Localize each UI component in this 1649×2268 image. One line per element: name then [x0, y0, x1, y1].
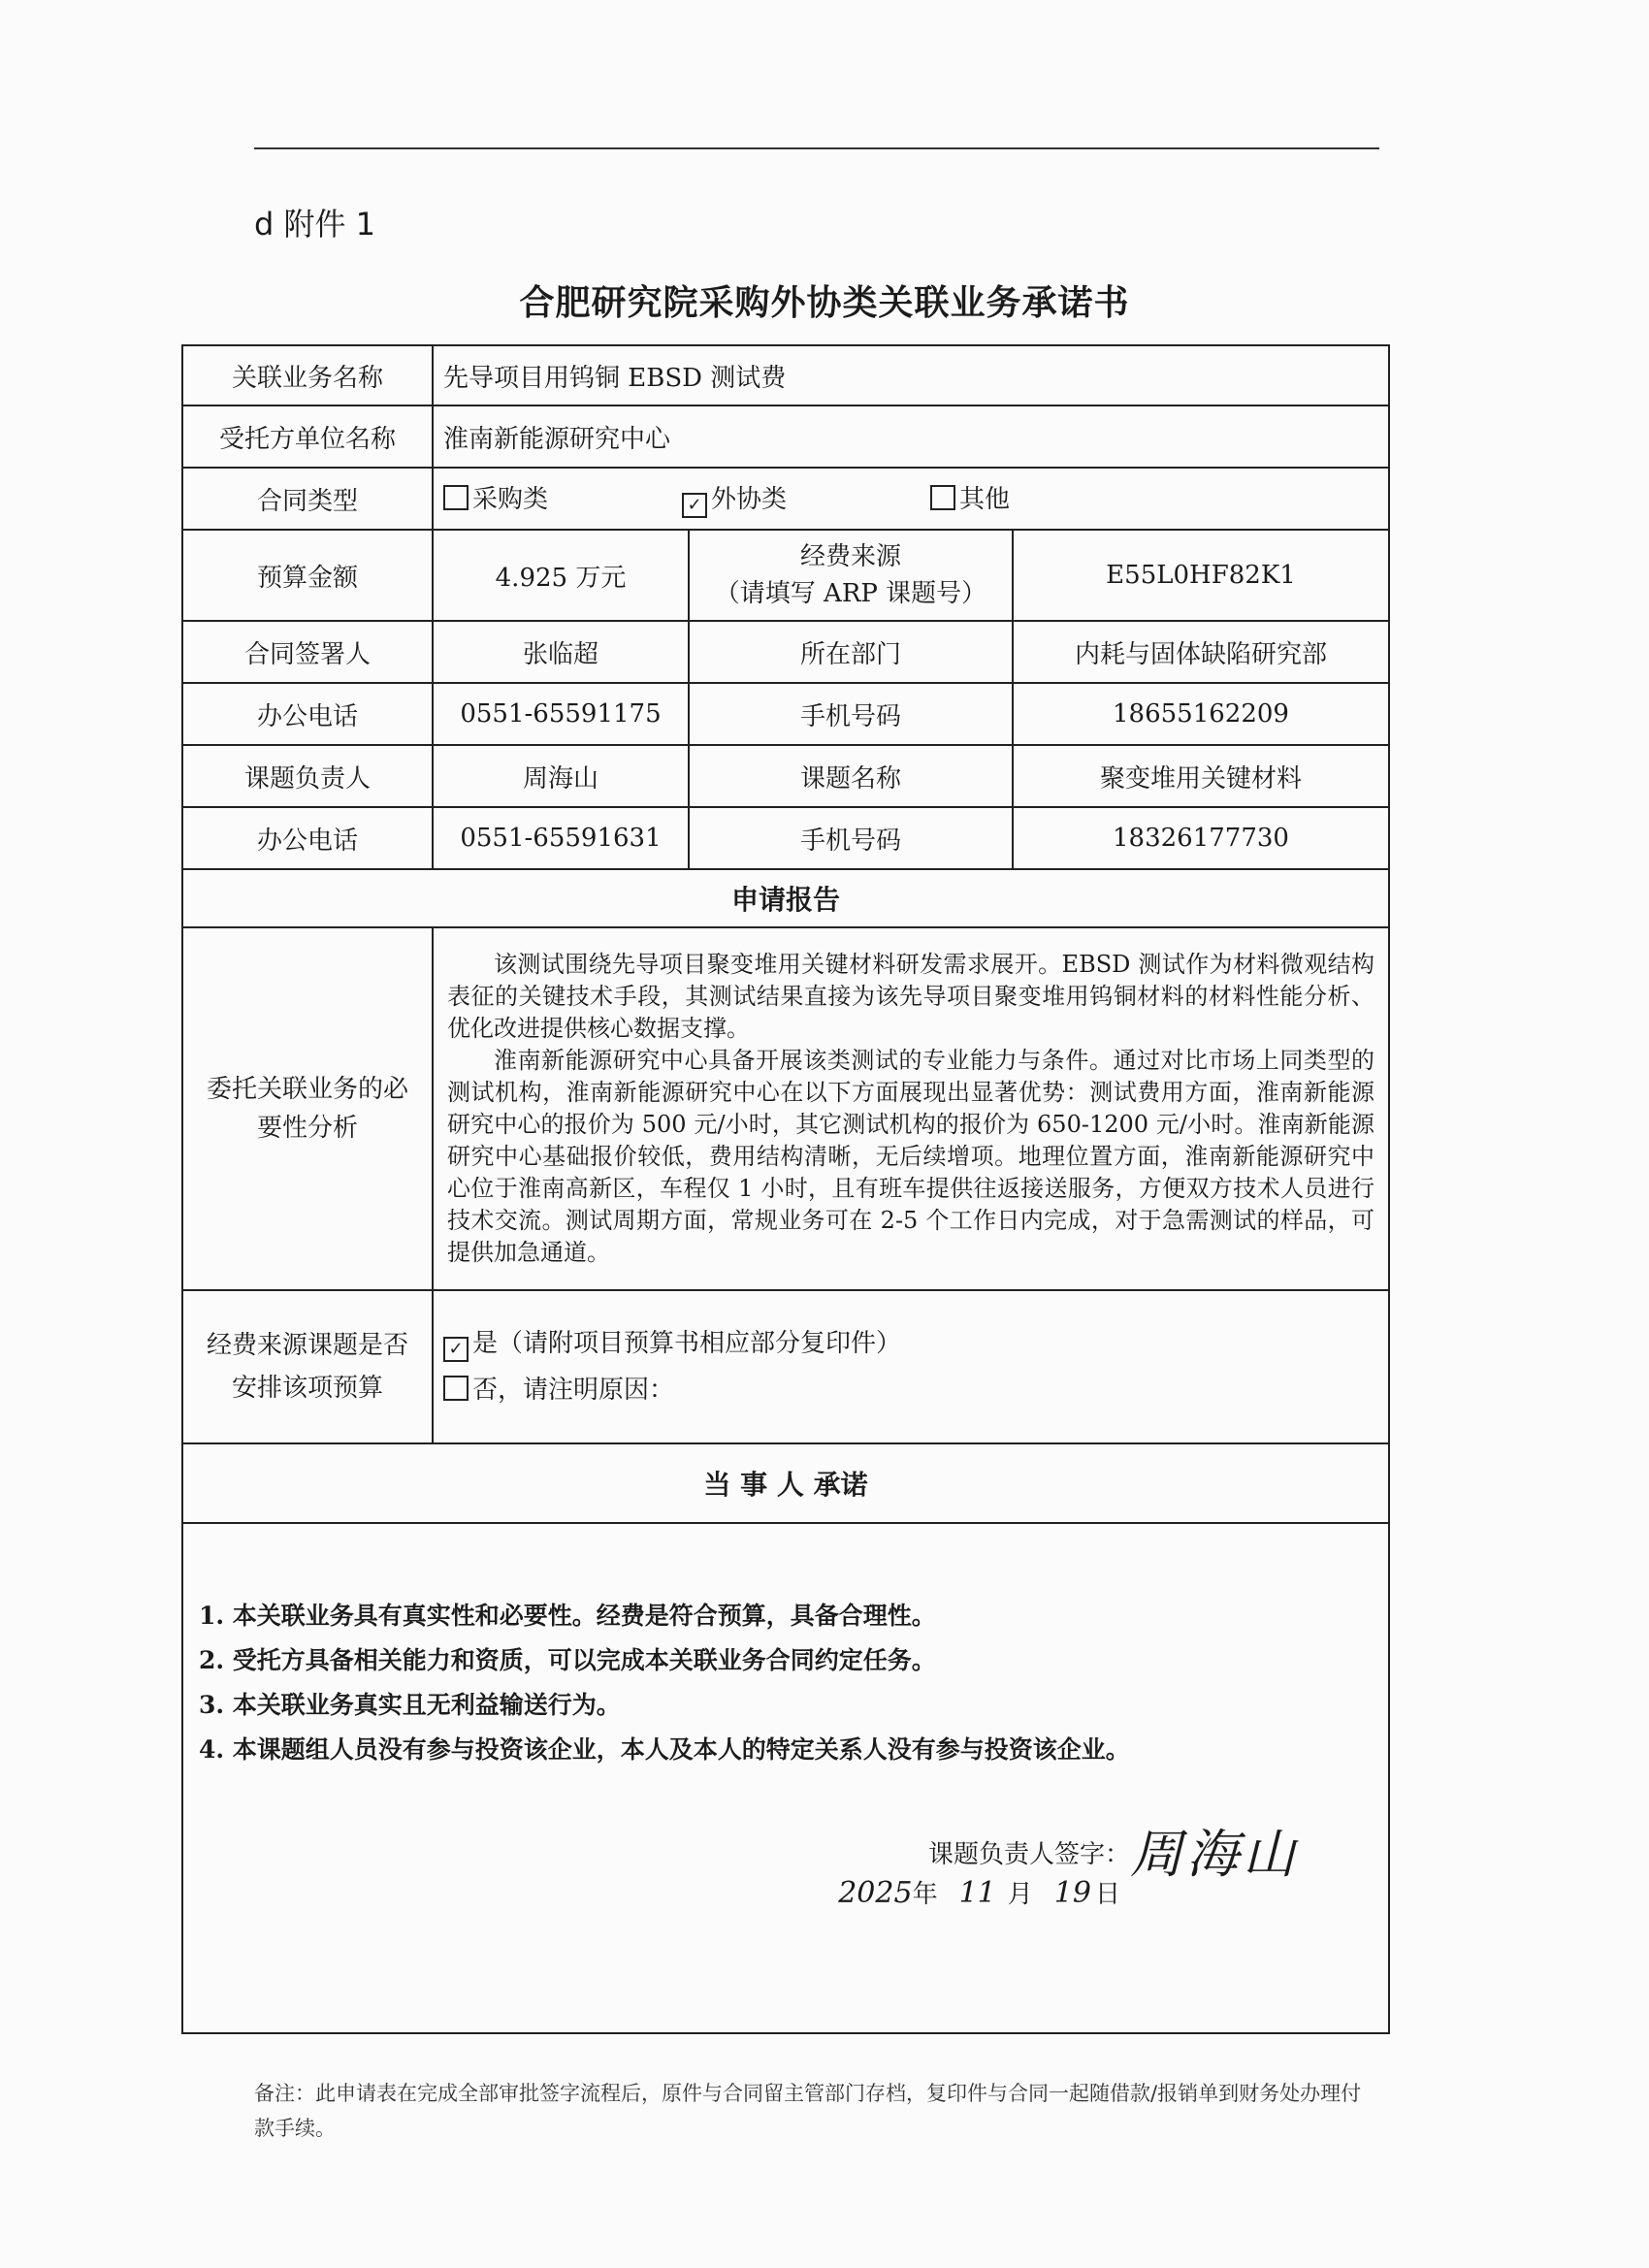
signature-date: 2025年 11 月 19 日	[838, 1876, 1120, 1910]
leader-label: 课题负责人	[182, 745, 433, 807]
leader-office-phone[interactable]: 0551-65591631	[433, 807, 689, 869]
row-application-header	[182, 869, 1389, 927]
signer-mobile[interactable]: 18655162209	[1013, 683, 1389, 745]
row-budget-arranged	[182, 1290, 1389, 1443]
entrusted-unit-label: 受托方单位名称	[182, 405, 433, 468]
signer-office-phone[interactable]: 0551-65591175	[433, 683, 689, 745]
purchase-checkbox[interactable]	[443, 485, 469, 510]
commitment-item: 4. 本课题组人员没有参与投资该企业，本人及本人的特定关系人没有参与投资该企业。	[199, 1735, 1130, 1764]
signature-label: 课题负责人签字：	[927, 1840, 1130, 1869]
budget-value[interactable]: 4.925 万元	[433, 530, 689, 621]
business-name-value[interactable]: 先导项目用钨铜 EBSD 测试费	[433, 345, 1389, 405]
business-name-label: 关联业务名称	[182, 345, 433, 405]
date-year[interactable]: 2025	[838, 1876, 913, 1910]
commitment-item: 3. 本关联业务真实且无利益输送行为。	[199, 1691, 621, 1719]
row-business-name	[182, 345, 1389, 405]
contract-type-purchase[interactable]: 采购类	[443, 479, 682, 515]
department-value[interactable]: 内耗与固体缺陷研究部	[1013, 621, 1389, 683]
row-leader	[182, 745, 1389, 807]
contract-type-label: 合同类型	[182, 468, 433, 530]
fund-source-label-cell	[689, 530, 1013, 621]
necessity-label: 委托关联业务的必要性分析	[182, 927, 433, 1290]
date-day[interactable]: 19	[1053, 1876, 1091, 1910]
row-signer-phone	[182, 683, 1389, 745]
department-label: 所在部门	[689, 621, 1013, 683]
attachment-label: d 附件 1	[254, 206, 376, 243]
date-month[interactable]: 11	[958, 1876, 996, 1910]
entrusted-unit-value[interactable]: 淮南新能源研究中心	[433, 405, 1389, 468]
outsourcing-checkbox[interactable]: ✓	[682, 493, 707, 518]
row-commitment-header	[182, 1443, 1389, 1523]
commitment-form	[181, 344, 1390, 2034]
row-necessity	[182, 927, 1389, 1290]
commitment-list	[199, 1594, 1373, 1772]
leader-value[interactable]: 周海山	[433, 745, 689, 807]
necessity-paragraph-2: 淮南新能源研究中心具备开展该类测试的专业能力与条件。通过对比市场上同类型的测试机构，淮南新能源研究中心在以下方面展现出显著优势：测试费用方面，淮南新能源研究中心的报价为 500 元/小时，其它测试机构的报价为 650-1200 元/小时。淮南新能源研究中心基础报价较低，费用结构清晰，无后续增项。地理位置方面，淮南新能源研究中心位于淮南高新区，车程仅 1 小时，且有班车提供往返接送服务，方便双方技术人员进行技术交流。测试周期方面，常规业务可在 2-5 个工作日内完成，对于急需测试的样品，可提供加急通道。	[447, 1047, 1374, 1266]
no-checkbox[interactable]	[443, 1376, 469, 1401]
mobile-label-2: 手机号码	[689, 807, 1013, 869]
other-checkbox[interactable]	[930, 485, 955, 510]
row-contract-type	[182, 468, 1389, 530]
commitment-section-title: 当 事 人 承诺	[182, 1443, 1389, 1523]
signer-value[interactable]: 张临超	[433, 621, 689, 683]
mobile-label: 手机号码	[689, 683, 1013, 745]
office-phone-label: 办公电话	[182, 683, 433, 745]
leader-mobile[interactable]: 18326177730	[1013, 807, 1389, 869]
contract-type-other[interactable]: 其他	[930, 479, 1010, 515]
budget-arranged-label: 经费来源课题是否安排该项预算	[182, 1290, 433, 1443]
project-name-value[interactable]: 聚变堆用关键材料	[1013, 745, 1389, 807]
commitment-item: 2. 受托方具备相关能力和资质，可以完成本关联业务合同约定任务。	[199, 1646, 936, 1674]
commitment-body	[182, 1523, 1389, 2033]
row-commitment-body	[182, 1523, 1389, 2033]
row-entrusted-unit	[182, 405, 1389, 468]
fund-source-label: 经费来源	[799, 542, 901, 571]
budget-arranged-options	[433, 1290, 1389, 1443]
application-section-title: 申请报告	[182, 869, 1389, 927]
row-leader-phone	[182, 807, 1389, 869]
fund-source-hint: （请填写 ARP 课题号）	[714, 579, 987, 608]
option-no[interactable]: 否，请注明原因：	[443, 1367, 1378, 1413]
necessity-text[interactable]	[433, 927, 1389, 1290]
commitment-item: 1. 本关联业务具有真实性和必要性。经费是符合预算，具备合理性。	[199, 1602, 936, 1630]
row-signer	[182, 621, 1389, 683]
necessity-paragraph-1: 该测试围绕先导项目聚变堆用关键材料研发需求展开。EBSD 测试作为材料微观结构表征的关键技术手段，其测试结果直接为该先导项目聚变堆用钨铜材料的材料性能分析、优化改进提供核心数据支撑。	[447, 951, 1374, 1042]
project-name-label: 课题名称	[689, 745, 1013, 807]
footer-note: 备注：此申请表在完成全部审批签字流程后，原件与合同留主管部门存档，复印件与合同一起随借款/报销单到财务处办理付款手续。	[254, 2082, 1362, 2140]
page-title: 合肥研究院采购外协类关联业务承诺书	[519, 283, 1130, 323]
row-budget	[182, 530, 1389, 621]
fund-source-code[interactable]: E55L0HF82K1	[1013, 530, 1389, 621]
office-phone-label-2: 办公电话	[182, 807, 433, 869]
option-yes[interactable]: ✓ 是（请附项目预算书相应部分复印件）	[443, 1320, 1378, 1367]
contract-type-options	[433, 468, 1389, 530]
budget-label: 预算金额	[182, 530, 433, 621]
yes-checkbox[interactable]: ✓	[443, 1337, 469, 1362]
contract-type-outsourcing[interactable]: ✓ 外协类	[682, 479, 930, 518]
header-rule	[254, 147, 1379, 149]
handwritten-signature[interactable]: 周海山	[1130, 1824, 1299, 1885]
signer-label: 合同签署人	[182, 621, 433, 683]
